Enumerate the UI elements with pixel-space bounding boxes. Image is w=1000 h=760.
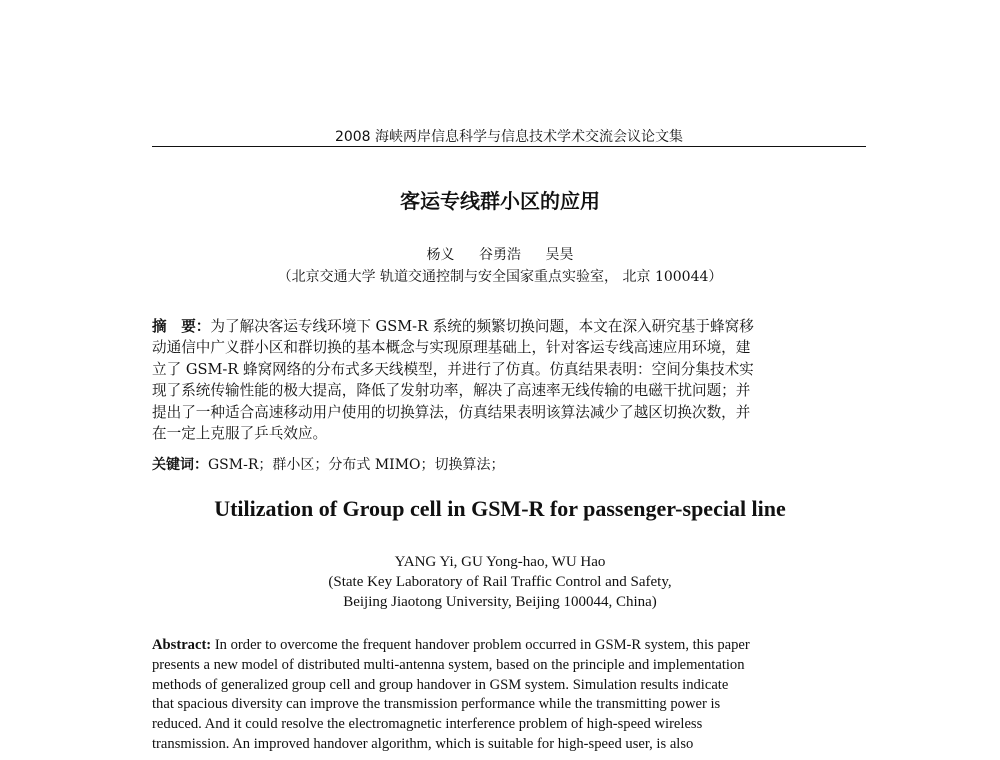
- running-head: 2008 海峡两岸信息科学与信息技术学术交流会议论文集: [334, 129, 684, 145]
- chinese-abstract: [152, 316, 866, 444]
- english-abstract-text: In order to overcome the frequent handover problem occurred in GSM-R system, this paper: [211, 637, 750, 653]
- chinese-abstract-line: 立了 GSM-R 蜂窝网络的分布式多天线模型，并进行了仿真。仿真结果表明：空间分集技术实: [152, 360, 754, 378]
- english-abstract: [152, 636, 866, 755]
- author-cn-1: 杨义: [426, 247, 455, 263]
- english-authors: YANG Yi, GU Yong-hao, WU Hao: [394, 554, 606, 570]
- english-affiliation-line: Beijing Jiaotong University, Beijing 100044, China): [343, 594, 657, 610]
- english-abstract-line: presents a new model of distributed multi-antenna system, based on the principle and implementation: [152, 656, 745, 673]
- english-abstract-line: that spacious diversity can improve the transmission performance while the transmitting power is: [152, 696, 721, 713]
- chinese-abstract-label: 摘 要：: [152, 318, 211, 335]
- keywords-text: GSM-R；群小区；分布式 MIMO；切换算法；: [208, 457, 505, 473]
- chinese-title: 客运专线群小区的应用: [400, 189, 600, 213]
- chinese-affiliation: （北京交通大学 轨道交通控制与安全国家重点实验室， 北京 100044）: [277, 269, 723, 285]
- chinese-abstract-line: [152, 316, 866, 337]
- chinese-keywords: [152, 454, 866, 476]
- chinese-authors: [0, 245, 1000, 265]
- english-abstract-line: [152, 636, 866, 656]
- chinese-abstract-text: 为了解决客运专线环境下 GSM-R 系统的频繁切换问题，本文在深入研究基于蜂窝移: [210, 318, 754, 335]
- author-cn-2: 谷勇浩: [479, 247, 521, 263]
- english-abstract-line: reduced. And it could resolve the electromagnetic interference problem of high-speed wireless: [152, 716, 703, 733]
- author-cn-3: 吴昊: [545, 247, 574, 263]
- header-rule: [152, 146, 866, 147]
- chinese-abstract-line: 提出了一种适合高速移动用户使用的切换算法，仿真结果表明该算法减少了越区切换次数，并: [152, 403, 751, 421]
- english-abstract-line: transmission. An improved handover algorithm, which is suitable for high-speed user, is also: [152, 735, 694, 752]
- english-abstract-label: Abstract:: [152, 637, 212, 653]
- chinese-abstract-line: 在一定上克服了乒乓效应。: [152, 425, 328, 443]
- english-affiliation: [0, 572, 1000, 612]
- english-abstract-line: methods of generalized group cell and group handover in GSM system. Simulation results indicate: [152, 676, 729, 693]
- keywords-label: 关键词：: [152, 457, 208, 473]
- chinese-abstract-line: 动通信中广义群小区和群切换的基本概念与实现原理基础上，针对客运专线高速应用环境，建: [152, 339, 751, 357]
- english-affiliation-line: (State Key Laboratory of Rail Traffic Control and Safety,: [328, 574, 672, 590]
- english-title: Utilization of Group cell in GSM-R for passenger-special line: [214, 496, 786, 521]
- chinese-abstract-line: 现了系统传输性能的极大提高，降低了发射功率，解决了高速率无线传输的电磁干扰问题；并: [152, 382, 751, 400]
